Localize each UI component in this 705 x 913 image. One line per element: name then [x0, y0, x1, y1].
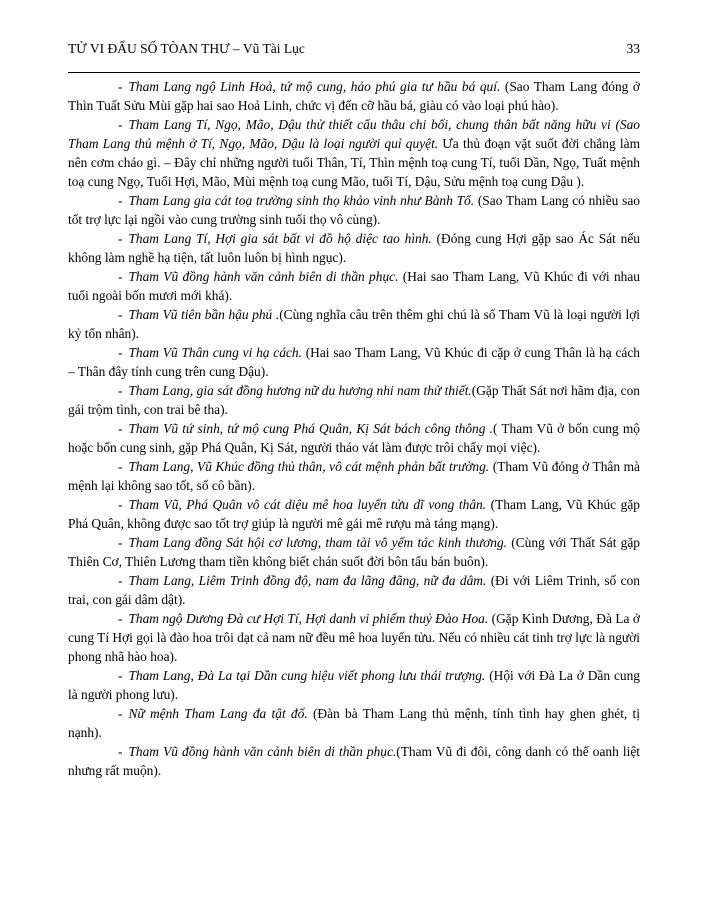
list-dash: -	[118, 535, 123, 550]
list-dash: -	[118, 383, 123, 398]
verse-text: Tham Lang, Vũ Khúc đồng thủ thân, vô cát mệnh phản bất trường.	[128, 459, 490, 474]
verse-text: Tham ngộ Dương Đà cư Hợi Tí, Hợi danh vi phiếm thuỷ Đào Hoa.	[128, 611, 489, 626]
verse-note: (Gặp Thất Sát nơi hãm địa, con gái trộm tình, con trai bê tha).	[68, 383, 640, 417]
verse-text: Tham Vũ tiên bần hậu phú .	[128, 307, 280, 322]
list-dash: -	[118, 307, 123, 322]
verse-note: (Hai sao Tham Lang, Vũ Khúc đi cặp ở cung Thân là hạ cách – Thân đây tính cung trên cung Dậu).	[68, 345, 640, 379]
page-number: 33	[626, 41, 640, 56]
verse-entry	[68, 704, 640, 742]
verse-note: (Đóng cung Hợi gặp sao Ác Sát nếu không làm nghề hạ tiện, tất luôn luôn bị hình ngục).	[68, 231, 640, 265]
verse-note: (Đi với Liêm Trinh, số con trai, con gái dâm dật).	[68, 573, 640, 607]
verse-entry	[68, 191, 640, 229]
verse-entry	[68, 419, 640, 457]
verse-note: (Sao Tham Lang có nhiều sao tốt trợ lực lại ngồi vào cung trường sinh tuổi thọ vô cùng).	[68, 193, 640, 227]
verse-text: Nữ mệnh Tham Lang đa tật đố.	[128, 706, 308, 721]
verse-text: Tham Lang gia cát toạ trường sinh thọ khảo vinh như Bành Tổ.	[128, 193, 475, 208]
verse-text: Tham Vũ tứ sinh, tứ mộ cung Phá Quân, Kị Sát bách công thông .	[128, 421, 493, 436]
header-rule	[68, 72, 640, 73]
verse-entry	[68, 742, 640, 780]
verse-note: (Cùng nghĩa câu trên thêm ghi chú là số Tham Vũ là loại người lợi kỷ tổn nhân).	[68, 307, 640, 341]
list-dash: -	[118, 706, 123, 721]
list-dash: -	[118, 497, 123, 512]
verse-entry	[68, 666, 640, 704]
verse-entry	[68, 609, 640, 666]
verse-note: (Cùng với Thất Sát gặp Thiên Cơ, Thiên Lương tham tiền không biết chán suốt đời bôn tẩu bán buôn).	[68, 535, 641, 569]
list-dash: -	[118, 744, 123, 759]
verse-entry	[68, 267, 640, 305]
verse-text: Tham Lang Tí, Ngọ, Mão, Dậu thử thiết cẩu thâu chi bối, chung thân bất năng hữu vi (Sao Tham Lang thủ mệnh ở Tí, Ngọ, Mão, Dậu là loại người quỉ quyệt.	[68, 117, 640, 151]
body-text	[68, 77, 640, 780]
verse-text: Tham Vũ đồng hành văn cảnh biên di thần phục.	[128, 744, 397, 759]
verse-text: Tham Lang, Liêm Trinh đồng độ, nam đa lãng đãng, nữ đa dâm.	[128, 573, 487, 588]
verse-entry	[68, 381, 640, 419]
list-dash: -	[118, 668, 123, 683]
list-dash: -	[118, 231, 123, 246]
book-title: TỬ VI ĐẨU SỐ TÒAN THƯ – Vũ Tài Lục	[68, 41, 305, 56]
verse-note: (Hội với Đà La ở Dần cung là người phong lưu).	[68, 668, 640, 702]
list-dash: -	[118, 193, 123, 208]
verse-entry	[68, 115, 640, 191]
verse-entry	[68, 305, 640, 343]
list-dash: -	[118, 611, 123, 626]
list-dash: -	[118, 269, 123, 284]
verse-text: Tham Vũ đồng hành văn cảnh biên di thần phục.	[128, 269, 399, 284]
verse-text: Tham Lang, Đà La tại Dần cung hiệu viết phong lưu thái trượng.	[128, 668, 486, 683]
list-dash: -	[118, 117, 123, 132]
list-dash: -	[118, 79, 123, 94]
verse-entry	[68, 343, 640, 381]
verse-entry	[68, 495, 640, 533]
verse-note: (Tham Vũ đóng ở Thân mà mệnh lại không sao tốt, số cô bần).	[68, 459, 640, 493]
verse-note: (Tham Vũ đi đôi, công danh có thể oanh liệt nhưng rất muộn).	[68, 744, 641, 778]
verse-note: (Gặp Kình Dương, Đà La ở cung Tí Hợi gọi là đào hoa trôi dạt cả nam nữ đều mê hoa luyến tửu. Nếu có nhiều cát tinh trợ lực là người phong nhã hào hoa).	[68, 611, 640, 664]
verse-text: Tham Lang đồng Sát hội cơ lương, tham tài vô yếm tác kinh thương.	[128, 535, 507, 550]
verse-note: (Hai sao Tham Lang, Vũ Khúc đi với nhau tuổi ngoài bốn mươi mới khá).	[68, 269, 640, 303]
verse-entry	[68, 229, 640, 267]
verse-entry	[68, 571, 640, 609]
verse-entry	[68, 533, 640, 571]
list-dash: -	[118, 345, 123, 360]
verse-note: ( Tham Vũ ở bốn cung mộ hoặc bốn cung sinh, gặp Phá Quân, Kị Sát, người tháo vát làm được trôi chẩy mọi việc).	[68, 421, 640, 455]
list-dash: -	[118, 421, 123, 436]
verse-text: Tham Lang Tí, Hợi gia sát bất vi đồ hộ diệc tao hình.	[128, 231, 432, 246]
verse-note: (Đàn bà Tham Lang thủ mệnh, tính tình hay ghen ghét, tị nạnh).	[68, 706, 640, 740]
verse-text: Tham Lang, gia sát đồng hương nữ du hương nhi nam thử thiết.	[128, 383, 472, 398]
verse-note: Ưa thủ đoạn vặt suốt đời chẳng làm nên cơm cháo gì. – Đây chỉ những người tuổi Thân, Tí, Thìn mệnh toạ cung Tí, tuổi Dần, Ngọ, Tuất mệnh toạ cung Ngọ, Tuổi Hợi, Mão, Mùi mệnh toạ cung Mão, tuổi Tí, Dậu, Sửu mệnh toạ cung Dậu ).	[68, 136, 640, 189]
verse-note: (Sao Tham Lang đóng ở Thìn Tuất Sửu Mùi gặp hai sao Hoả Linh, chức vị đến cỡ hầu bá, giàu có vào loại phú hào).	[68, 79, 640, 113]
list-dash: -	[118, 573, 123, 588]
verse-note: (Tham Lang, Vũ Khúc gặp Phá Quân, không được sao tốt trợ giúp là người mê gái mê rượu mà táng mạng).	[68, 497, 640, 531]
verse-text: Tham Vũ, Phá Quân vô cát diệu mê hoa luyến tửu dĩ vong thân.	[128, 497, 487, 512]
verse-text: Tham Vũ Thân cung vi hạ cách.	[128, 345, 302, 360]
verse-text: Tham Lang ngộ Linh Hoả, tứ mộ cung, hảo phú gia tư hầu bá quí.	[128, 79, 501, 94]
verse-entry	[68, 457, 640, 495]
verse-entry	[68, 77, 640, 115]
list-dash: -	[118, 459, 123, 474]
